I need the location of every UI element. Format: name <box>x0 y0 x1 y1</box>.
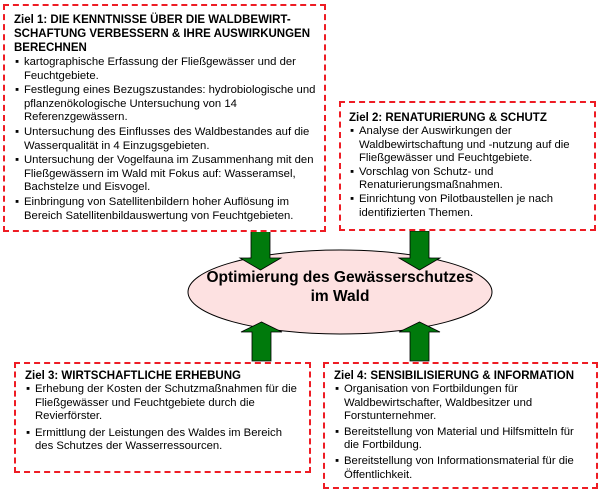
goal-item-text: Untersuchung der Vogelfauna im Zusammenhang mit den Fließgewässern im Wald mit Fokus auf: Wasseramsel, Bachstelze und Eisvogel. <box>24 154 314 194</box>
central-goal <box>188 268 492 306</box>
goal-box-3 <box>14 362 311 473</box>
goal-item <box>334 426 590 453</box>
bullet-icon: ▪ <box>15 195 20 208</box>
bullet-icon: ▪ <box>15 56 20 68</box>
central-goal-line2: im Wald <box>310 288 370 305</box>
goal-item-text: Ermittlung der Leistungen des Waldes im Bereich des Schutzes der Wasserressourcen. <box>35 426 282 453</box>
goal-box-2 <box>339 101 596 231</box>
bullet-icon: ▪ <box>335 454 340 467</box>
goal-list <box>25 383 303 454</box>
goal-item <box>14 126 318 153</box>
goal-item <box>14 56 318 83</box>
goal-item-text: Bereitstellung von Material und Hilfsmitteln für die Fortbildung. <box>344 425 574 452</box>
goal-item-text: Vorschlag von Schutz- und Renaturierungsmaßnahmen. <box>359 165 503 192</box>
bullet-icon: ▪ <box>335 383 340 395</box>
goal-item <box>25 427 303 454</box>
bullet-icon: ▪ <box>15 125 20 138</box>
bullet-icon: ▪ <box>350 192 355 205</box>
bullet-icon: ▪ <box>26 426 31 439</box>
bullet-icon: ▪ <box>15 84 20 97</box>
goal-box-1 <box>3 4 326 232</box>
goal-list <box>334 383 590 482</box>
goal-item <box>349 193 588 220</box>
goal-box-4 <box>323 362 598 489</box>
goal-item-text: Einbringung von Satellitenbildern hoher Auflösung im Bereich Satellitenbildauswertung von Feuchtgebieten. <box>24 195 294 222</box>
goal-item <box>25 383 303 424</box>
goal-item-text: Bereitstellung von Informationsmaterial für die Öffentlichkeit. <box>344 454 574 481</box>
goal-item-text: Organisation von Fortbildungen für Waldbewirtschafter, Waldbesitzer und Forstunternehmer. <box>344 383 533 423</box>
goal-item-text: Analyse der Auswirkungen der Waldbewirtschaftung und -nutzung auf die Fließgewässer und Feuchtgebiete. <box>359 125 570 165</box>
goal-title: Ziel 3: WIRTSCHAFTLICHE ERHEBUNG <box>25 370 241 382</box>
bullet-icon: ▪ <box>335 425 340 438</box>
bullet-icon: ▪ <box>350 165 355 178</box>
goal-list <box>14 56 318 223</box>
goal-item-text: kartographische Erfassung der Fließgewässer und der Feuchtgebiete. <box>24 56 296 82</box>
central-goal-line1: Optimierung des Gewässerschutzes <box>206 269 474 286</box>
bullet-icon: ▪ <box>350 125 355 137</box>
goal-item <box>349 125 588 166</box>
goal-item <box>14 154 318 195</box>
bullet-icon: ▪ <box>26 383 31 395</box>
goal-item <box>334 383 590 424</box>
goal-title: Ziel 1: DIE KENNTNISSE ÜBER DIE WALDBEWIRT-SCHAFTUNG VERBESSERN & IHRE AUSWIRKUNGEN BERECHNEN <box>14 14 311 54</box>
goal-title: Ziel 2: RENATURIERUNG & SCHUTZ <box>349 112 547 124</box>
goal-item <box>14 196 318 223</box>
bullet-icon: ▪ <box>15 154 20 167</box>
goal-item-text: Untersuchung des Einflusses des Waldbestandes auf die Wasserqualität in 4 Einzugsgebieten. <box>24 125 310 152</box>
goal-item <box>334 455 590 482</box>
goal-item-text: Erhebung der Kosten der Schutzmaßnahmen für die Fließgewässer und Feuchtgebiete durch die Revierförster. <box>35 383 297 423</box>
goal-item-text: Festlegung eines Bezugszustandes: hydrobiologische und pflanzenökologische Untersuchung von 14 Referenzgewässern. <box>24 84 316 124</box>
goal-item-text: Einrichtung von Pilotbaustellen je nach identifizierten Themen. <box>359 192 554 219</box>
goal-title: Ziel 4: SENSIBILISIERUNG & INFORMATION <box>334 370 575 382</box>
goal-item <box>14 84 318 125</box>
goal-item <box>349 166 588 193</box>
goal-list <box>349 125 588 220</box>
